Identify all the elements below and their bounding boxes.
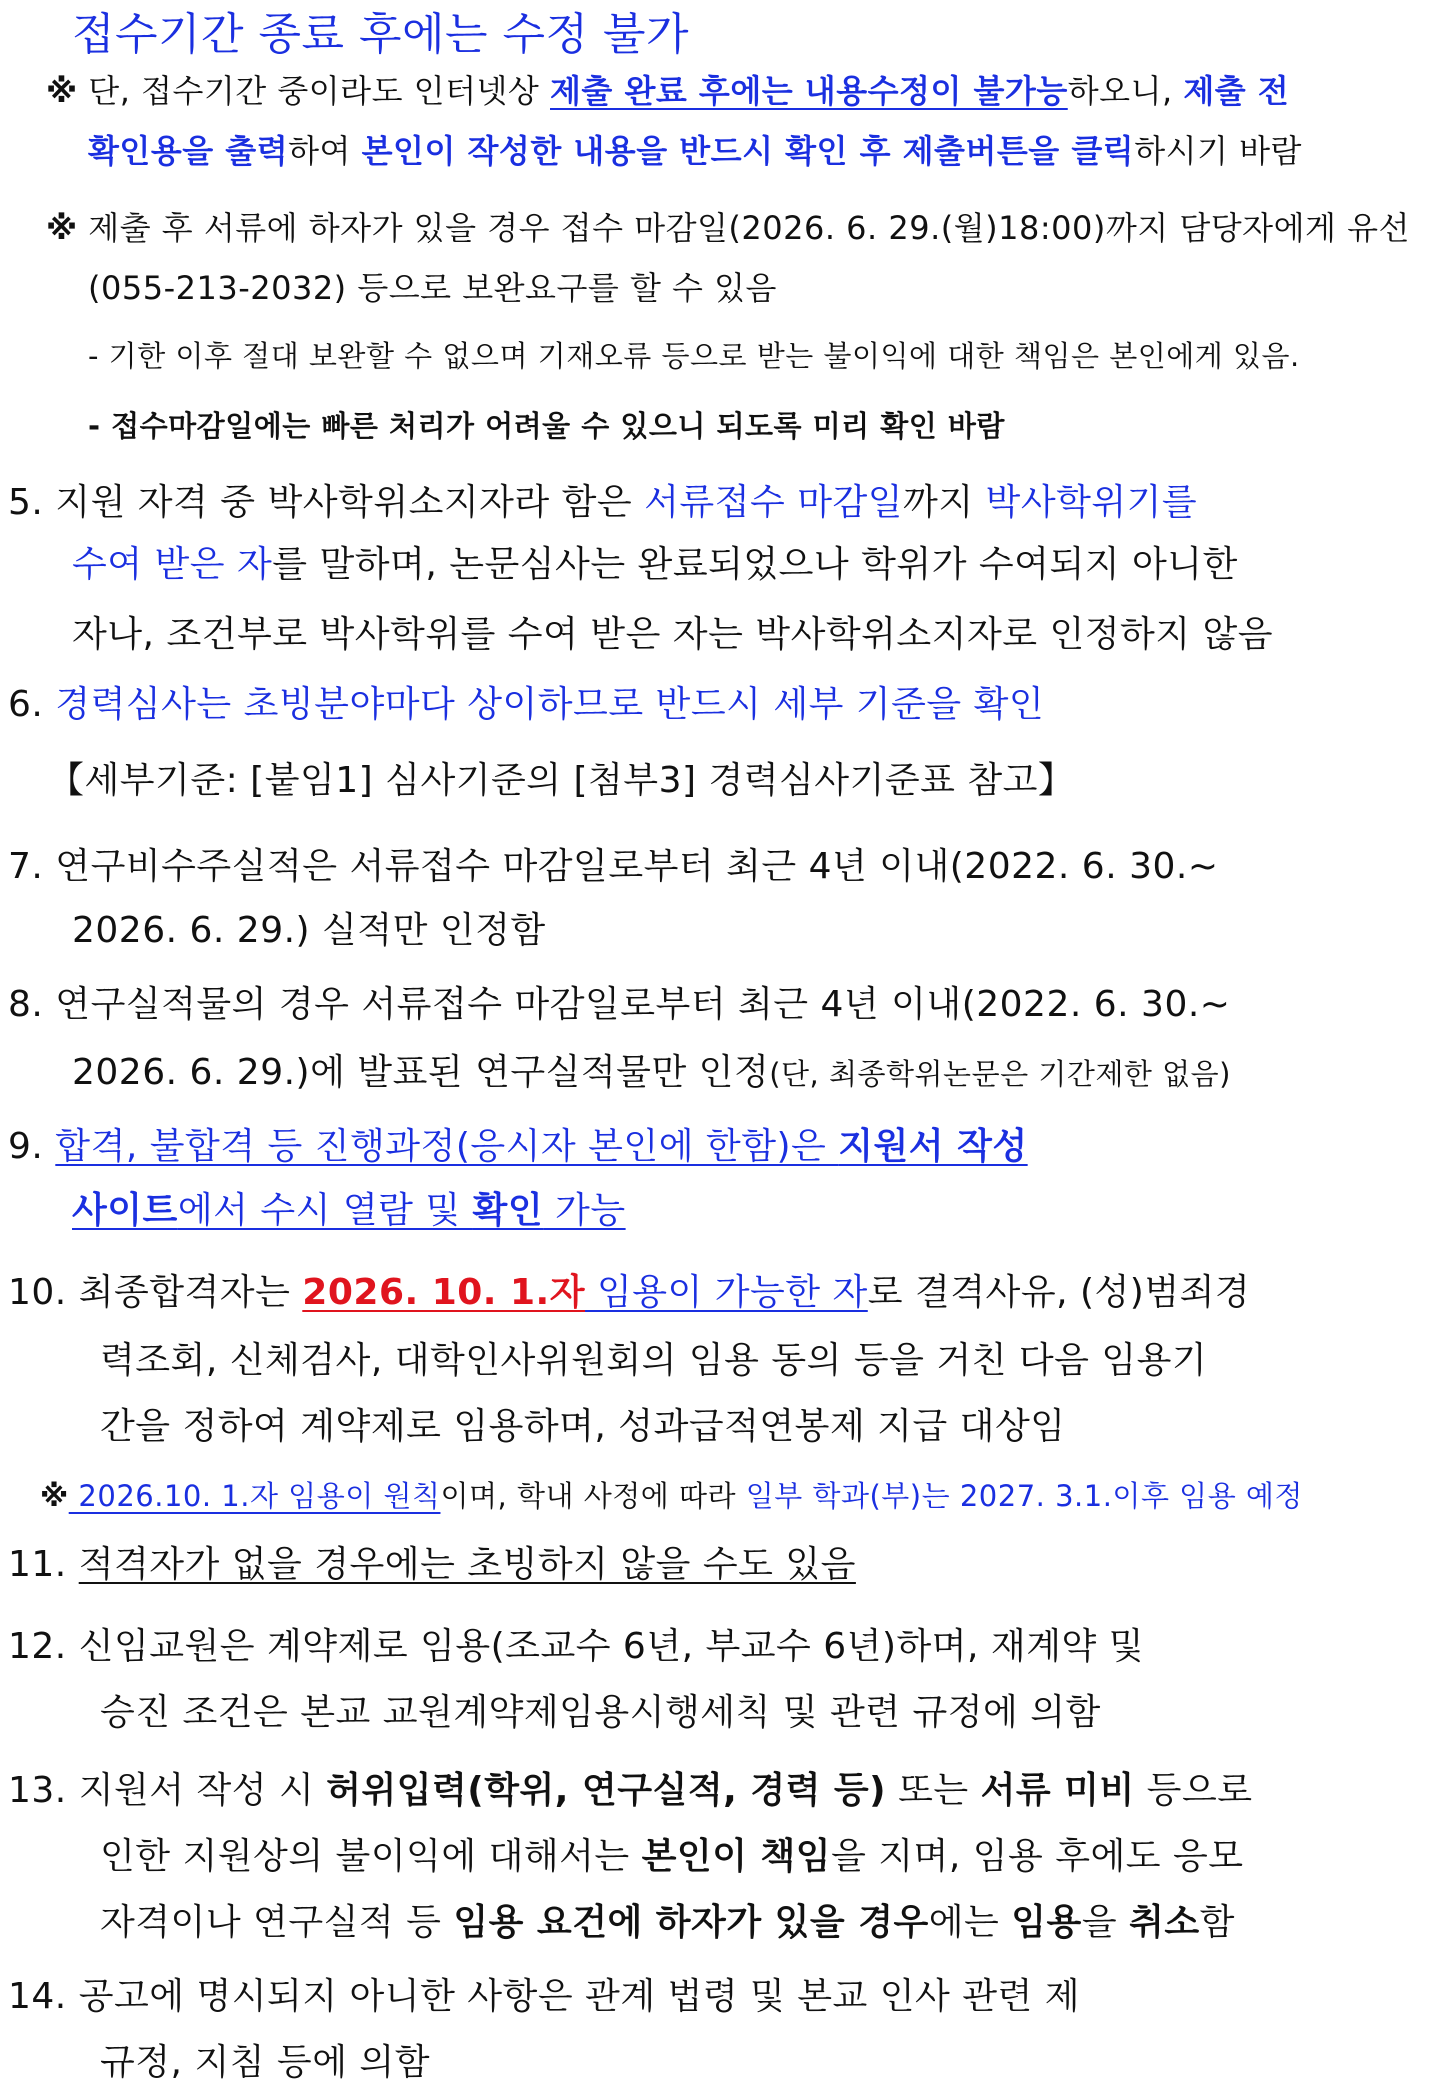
text: 이며, 학내 사정에 따라 (440, 1479, 746, 1513)
text: 등으로 (1134, 1770, 1253, 1811)
item-12-line-1 (8, 1618, 1144, 1669)
reference-mark: ※ (46, 209, 78, 247)
item-10-note (40, 1474, 1303, 1515)
text: 접수기간 종료 후에는 수정 불가 (72, 9, 689, 60)
item-13-line-1 (8, 1762, 1253, 1813)
text: 2026.10. 1.자 임용이 원칙 (68, 1479, 441, 1513)
text: 로 결격사유, (성)범죄경 (867, 1272, 1251, 1313)
text: 승진 조건은 본교 교원계약제임용시행세칙 및 관련 규정에 의함 (100, 1692, 1101, 1733)
text: 규정, 지침 등에 의함 (100, 2042, 430, 2083)
text: 까지 (903, 482, 986, 523)
text: 박사학위기를 (985, 482, 1198, 523)
text: 12. 신임교원은 계약제로 임용(조교수 6년, 부교수 6년)하며, 재계약 및 (8, 1626, 1144, 1667)
text: 에서 수시 열람 및 (177, 1190, 473, 1231)
text: 5. 지원 자격 중 박사학위소지자라 함은 (8, 482, 645, 523)
text: (055-213-2032) 등으로 보완요구를 할 수 있음 (88, 269, 777, 307)
text: 지원서 작성 (838, 1126, 1028, 1167)
text: 경력심사는 초빙분야마다 상이하므로 반드시 세부 기준을 확인 (55, 684, 1045, 725)
item-10-line-1 (8, 1264, 1250, 1315)
item-14-line-2 (100, 2034, 430, 2085)
text: 을 (1081, 1902, 1130, 1943)
reference-mark: ※ (46, 72, 78, 110)
note-line-2c (88, 334, 1300, 375)
item-13-line-3 (100, 1894, 1235, 1945)
item-7-line-1 (8, 838, 1219, 889)
item-14-line-1 (8, 1968, 1080, 2019)
text: 본인이 책임 (641, 1836, 832, 1877)
text: 본인이 작성한 내용을 반드시 확인 후 제출버튼을 클릭 (361, 132, 1135, 170)
text: 확인용을 출력 (88, 132, 289, 170)
text: 단, 접수기간 중이라도 인터넷상 (88, 72, 550, 110)
reference-mark: ※ (40, 1479, 69, 1513)
text: 합격, 불합격 등 진행과정(응시자 본인에 한함)은 (55, 1126, 839, 1167)
text: 또는 (886, 1770, 981, 1811)
text: 확인 (472, 1190, 544, 1231)
item-9-line-2 (72, 1182, 626, 1233)
text: 제출 후 서류에 하자가 있을 경우 접수 마감일(2026. 6. 29.(월)18:00)까지 담당자에게 유선 (88, 209, 1410, 247)
text: 일부 학과(부)는 2027. 3.1.이후 임용 예정 (745, 1479, 1303, 1513)
text: 자격이나 연구실적 등 (100, 1902, 454, 1943)
text: 9. (8, 1126, 56, 1167)
text: 을 지며, 임용 후에도 응모 (831, 1836, 1244, 1877)
text: 자나, 조건부로 박사학위를 수여 받은 자는 박사학위소지자로 인정하지 않음 (72, 614, 1274, 655)
text: 6. (8, 684, 56, 725)
text: 가능 (543, 1190, 626, 1231)
text: - 접수마감일에는 빠른 처리가 어려울 수 있으니 되도록 미리 확인 바람 (88, 409, 1005, 443)
text: 10. 최종합격자는 (8, 1272, 303, 1313)
text: 함 (1199, 1902, 1235, 1943)
text: 허위입력(학위, 연구실적, 경력 등) (326, 1770, 887, 1811)
note-line-2a (46, 203, 1410, 249)
text: 【세부기준: [붙임1] 심사기준의 [첨부3] 경력심사기준표 참고】 (48, 760, 1075, 801)
text: 제출 완료 후에는 내용수정이 불가능 (550, 72, 1068, 110)
text: (단, 최종학위논문은 기간제한 없음) (769, 1057, 1231, 1091)
text: 임용 요건에 하자가 있을 경우 (453, 1902, 929, 1943)
text: 하시기 바람 (1134, 132, 1302, 170)
note-line-2d (88, 404, 1005, 445)
closing-note-title (72, 0, 689, 62)
item-10-line-2 (100, 1332, 1207, 1383)
text: 적격자가 없을 경우에는 초빙하지 않을 수도 있음 (78, 1544, 856, 1585)
note-line-2b (88, 263, 777, 309)
item-5-line-1 (8, 474, 1197, 525)
text: 임용 (1011, 1902, 1082, 1943)
text: - 기한 이후 절대 보완할 수 없으며 기재오류 등으로 받는 불이익에 대한 책임은 본인에게 있음. (88, 339, 1300, 373)
text: 에는 (928, 1902, 1012, 1943)
text: 인한 지원상의 불이익에 대해서는 (100, 1836, 642, 1877)
text: 간을 정하여 계약제로 임용하며, 성과급적연봉제 지급 대상임 (100, 1406, 1066, 1447)
text: 취소 (1129, 1902, 1200, 1943)
note-line-1a (46, 66, 1289, 112)
text: 수여 받은 자 (72, 544, 273, 585)
item-5-line-3 (72, 606, 1273, 657)
text: 제출 전 (1183, 72, 1290, 110)
note-line-1b (88, 126, 1302, 172)
item-6-detail (48, 752, 1074, 803)
text: 7. 연구비수주실적은 서류접수 마감일로부터 최근 4년 이내(2022. 6. 30.~ (8, 846, 1219, 887)
item-12-line-2 (100, 1684, 1101, 1735)
item-11 (8, 1536, 856, 1587)
item-6 (8, 676, 1044, 727)
item-5-line-2 (72, 536, 1238, 587)
text: 사이트 (72, 1190, 178, 1231)
text: 2026. 6. 29.) 실적만 인정함 (72, 910, 546, 951)
item-9-line-1 (8, 1118, 1028, 1169)
text: 서류 미비 (980, 1770, 1135, 1811)
text: 임용이 가능한 자 (585, 1272, 868, 1313)
text: 하오니, (1067, 72, 1184, 110)
item-8-line-1 (8, 976, 1230, 1027)
item-7-line-2 (72, 902, 546, 953)
item-8-line-2 (72, 1044, 1231, 1095)
text: 를 말하며, 논문심사는 완료되었으나 학위가 수여되지 아니한 (272, 544, 1238, 585)
text: 2026. 10. 1.자 (302, 1272, 586, 1313)
text: 14. 공고에 명시되지 아니한 사항은 관계 법령 및 본교 인사 관련 제 (8, 1976, 1081, 2017)
text: 력조회, 신체검사, 대학인사위원회의 임용 동의 등을 거친 다음 임용기 (100, 1340, 1208, 1381)
text: 13. 지원서 작성 시 (8, 1770, 327, 1811)
text: 2026. 6. 29.)에 발표된 연구실적물만 인정 (72, 1052, 770, 1093)
text: 11. (8, 1544, 79, 1585)
text: 하여 (288, 132, 362, 170)
text: 8. 연구실적물의 경우 서류접수 마감일로부터 최근 4년 이내(2022. 6. 30.~ (8, 984, 1231, 1025)
text: 서류접수 마감일 (644, 482, 904, 523)
item-10-line-3 (100, 1398, 1066, 1449)
item-13-line-2 (100, 1828, 1244, 1879)
